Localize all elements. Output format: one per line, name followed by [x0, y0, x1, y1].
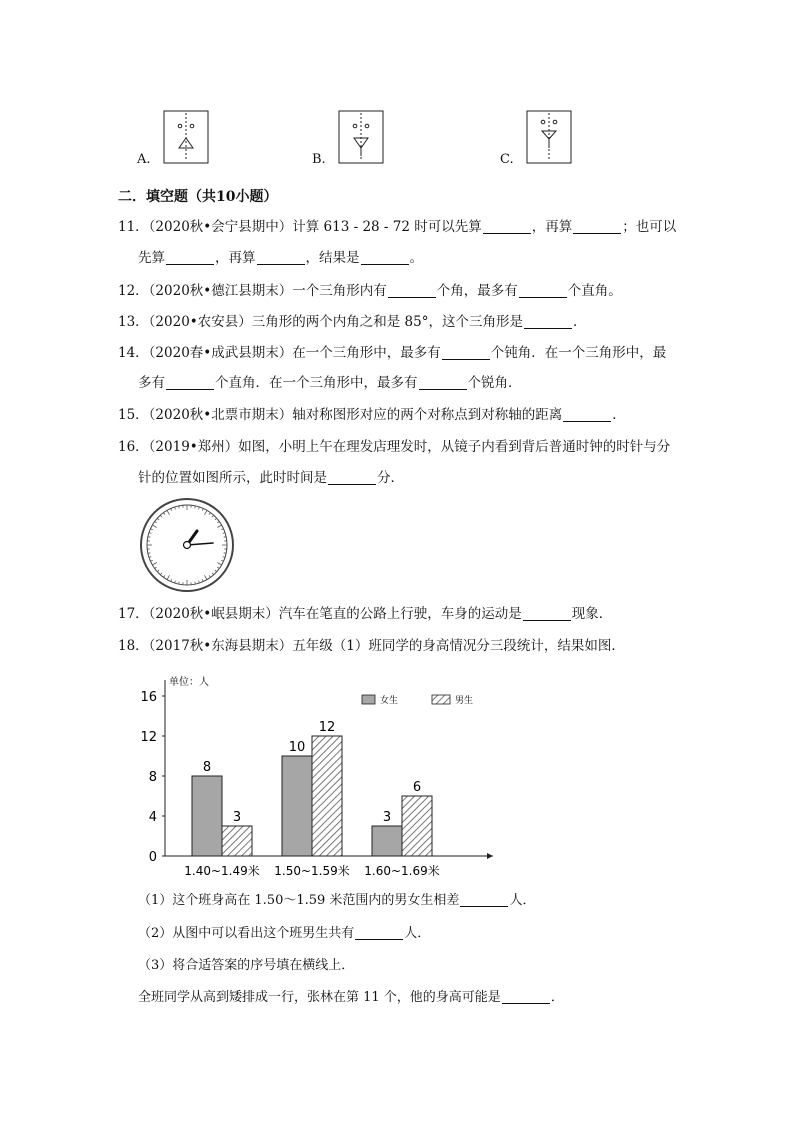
answer-blank[interactable] [460, 892, 508, 907]
q16-text: 分． [377, 470, 404, 486]
sub4-text: ． [550, 990, 564, 1005]
bar-boys [402, 796, 432, 856]
q11-text: 先算 [138, 250, 165, 266]
q11-text: ，结果是 [305, 250, 360, 266]
sub2-text: 人． [404, 926, 431, 941]
q17-text: 现象． [571, 606, 613, 622]
option-c-label: C. [500, 152, 514, 167]
q16-text: 针的位置如图所示，此时时间是 [138, 470, 327, 486]
q12-text: 个角，最多有 [436, 283, 518, 299]
option-b-figure [338, 110, 384, 164]
bar-value-label: 6 [412, 780, 422, 795]
q18-sub3: （3）将合适答案的序号填在横线上． [138, 958, 355, 973]
bar-girls [282, 756, 312, 856]
answer-blank[interactable] [388, 283, 436, 298]
bar-boys [312, 736, 342, 856]
x-axis-arrow [487, 853, 493, 859]
legend-swatch-girls [362, 695, 375, 704]
q18-sub1 [138, 891, 535, 911]
bar-girls [372, 826, 402, 856]
q14-text: 个钝角．在一个三角形中，最 [490, 345, 667, 361]
answer-blank[interactable] [166, 375, 214, 390]
q14-line1 [118, 343, 666, 363]
q11-text: ，再算 [215, 250, 256, 266]
q13-text: 13．（2020•农安县）三角形的两个内角之和是 85°，这个三角形是 [118, 314, 523, 330]
answer-blank[interactable] [355, 925, 403, 940]
unit-label: 单位：人 [169, 677, 209, 688]
q18-sub4 [138, 988, 564, 1008]
legend-swatch-boys [432, 695, 450, 704]
bar-value-label: 12 [318, 720, 336, 735]
option-c-figure [526, 110, 572, 164]
q18-line: 18．（2017秋•东海县期末）五年级（1）班同学的身高情况分三段统计，结果如图． [118, 638, 625, 654]
q15-line [118, 405, 626, 425]
q11-text: ；也可以 [622, 219, 677, 235]
q12-text: 个直角。 [567, 283, 622, 299]
answer-blank[interactable] [502, 989, 550, 1004]
bar-value-label: 8 [202, 760, 212, 775]
category-label: 1.40~1.49米 [184, 864, 260, 878]
q17-text: 17．（2020秋•岷县期末）汽车在笔直的公路上行驶，车身的运动是 [118, 606, 522, 622]
answer-blank[interactable] [523, 606, 571, 621]
q15-text: ． [612, 407, 626, 423]
y-tick-label: 0 [148, 850, 157, 865]
q11-line1 [118, 217, 676, 237]
y-tick-label: 4 [148, 810, 157, 825]
q14-text: 个锐角． [467, 375, 522, 391]
answer-blank[interactable] [573, 219, 621, 234]
section-title: 二．填空题（共10小题） [118, 189, 278, 205]
y-tick-label: 8 [148, 770, 157, 785]
q16-line2 [138, 468, 404, 488]
sub1-text: （1）这个班身高在 1.50～1.59 米范围内的男女生相差 [138, 893, 460, 908]
bar-value-label: 10 [288, 740, 306, 755]
sub1-text: 人． [509, 893, 536, 908]
q14-line2 [138, 373, 522, 393]
category-label: 1.50~1.59米 [274, 864, 350, 878]
q16-line1: 16．（2019•郑州）如图，小明上午在理发店理发时，从镜子内看到背后普通时钟的时针与分 [118, 439, 671, 455]
q13-text: ． [572, 314, 587, 330]
height-bar-chart [135, 672, 500, 882]
q11-line2 [138, 248, 423, 268]
option-b-label: B. [312, 152, 326, 167]
answer-blank[interactable] [361, 250, 409, 265]
q12-line [118, 281, 622, 301]
sub2-text: （2）从图中可以看出这个班男生共有 [138, 926, 355, 941]
option-a-label: A. [137, 152, 151, 167]
answer-blank[interactable] [524, 314, 572, 329]
y-tick-label: 16 [140, 690, 157, 705]
q12-text: 12．（2020秋•德江县期末）一个三角形内有 [118, 283, 387, 299]
answer-blank[interactable] [257, 250, 305, 265]
q14-text: 多有 [138, 375, 165, 391]
answer-blank[interactable] [483, 219, 531, 234]
sub4-text: 全班同学从高到矮排成一行，张林在第 11 个，他的身高可能是 [138, 990, 501, 1005]
q11-text: 11．（2020秋•会宁县期中）计算 613 - 28 - 72 时可以先算 [118, 219, 482, 235]
answer-blank[interactable] [166, 250, 214, 265]
answer-blank[interactable] [563, 407, 611, 422]
bar-value-label: 3 [382, 810, 392, 825]
q14-text: 14．（2020春•成武县期末）在一个三角形中，最多有 [118, 345, 441, 361]
category-label: 1.60~1.69米 [364, 864, 440, 878]
bar-value-label: 3 [232, 810, 242, 825]
option-a-figure [163, 110, 209, 164]
legend-label-girls: 女生 [380, 696, 399, 706]
legend-label-boys: 男生 [455, 696, 474, 706]
answer-blank[interactable] [419, 375, 467, 390]
q11-text: ，再算 [531, 219, 573, 235]
answer-blank[interactable] [328, 470, 376, 485]
q14-text: 个直角．在一个三角形中，最多有 [215, 375, 418, 391]
bar-girls [192, 776, 222, 856]
answer-blank[interactable] [519, 283, 567, 298]
clock-figure [139, 497, 235, 593]
q13-line [118, 312, 586, 332]
q15-text: 15．（2020秋•北票市期末）轴对称图形对应的两个对称点到对称轴的距离 [118, 407, 563, 423]
answer-blank[interactable] [442, 345, 490, 360]
y-tick-label: 12 [140, 730, 157, 745]
q11-text: 。 [409, 250, 423, 266]
bar-boys [222, 826, 252, 856]
q17-line [118, 604, 612, 624]
q18-sub2 [138, 924, 430, 944]
